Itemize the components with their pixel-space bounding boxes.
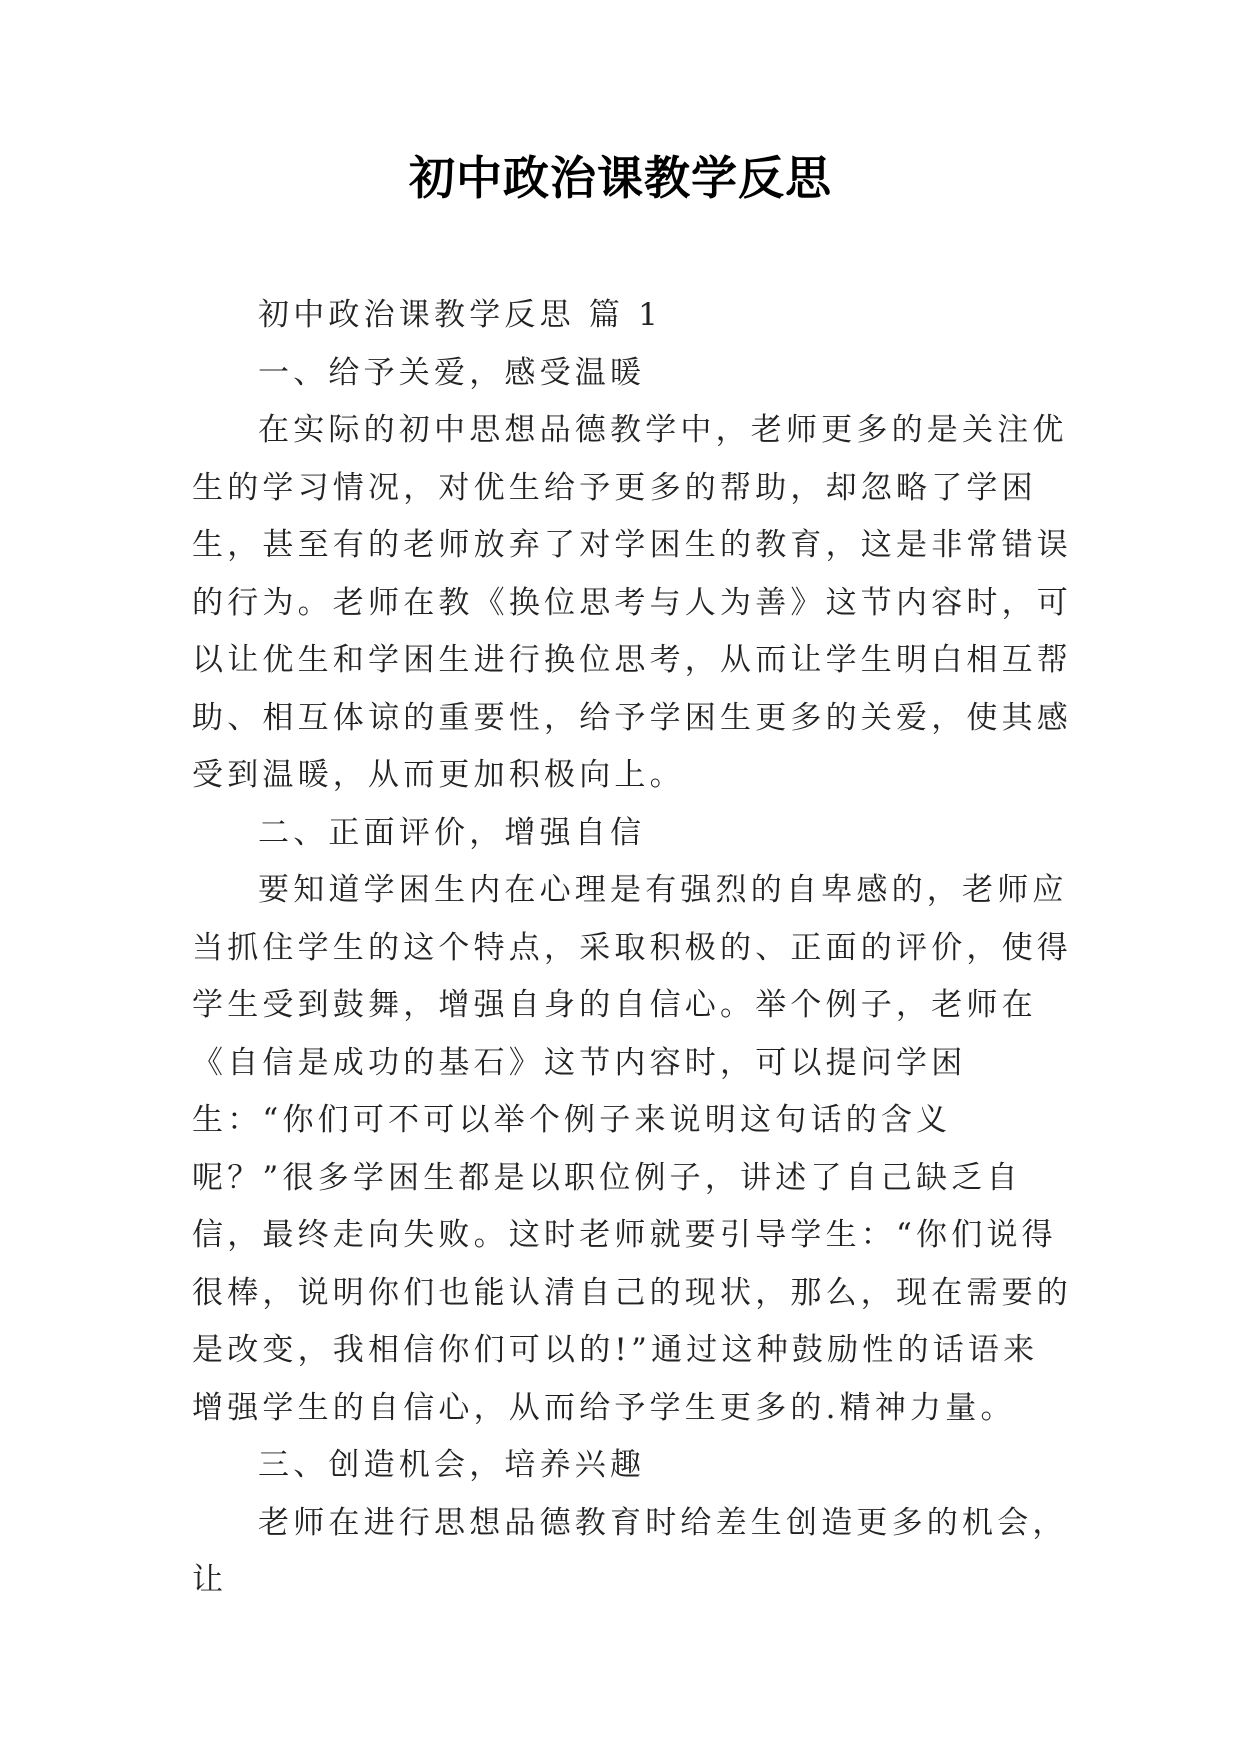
subheading-2: 二、正面评价，增强自信 (258, 814, 646, 851)
section-heading: 初中政治课教学反思 篇 1 (258, 297, 663, 333)
paragraph-1: 在实际的初中思想品德教学中，老师更多的是关注优生的学习情况，对优生给予更多的帮助，却忽略了学困生，甚至有的老师放弃了对学困生的教育，这是非常错误的行为。老师在教《换位思考与人为善》这节内容时，可以让优生和学困生进行换位思考，从而让学生明白相互帮助、相互体谅的重要性，给予学困生更多的关爱，使其感受到温暖，从而更加积极向上。 (192, 412, 1072, 793)
paragraph-2: 要知道学困生内在心理是有强烈的自卑感的，老师应当抓住学生的这个特点，采取积极的、正面的评价，使得学生受到鼓舞，增强自身的自信心。举个例子，老师在《自信是成功的基石》这节内容时，可以提问学困生：“你们可不可以举个例子来说明这句话的含义呢？”很多学困生都是以职位例子，讲述了自己缺乏自信，最终走向失败。这时老师就要引导学生：“你们说得很棒，说明你们也能认清自己的现状，那么，现在需要的是改变，我相信你们可以的!”通过这种鼓励性的话语来增强学生的自信心，从而给予学生更多的.精神力量。 (192, 872, 1072, 1426)
paragraph-3: 老师在进行思想品德教育时给差生创造更多的机会，让 (192, 1504, 1068, 1598)
subheading-1: 一、给予关爱，感受温暖 (258, 354, 646, 391)
document-body (192, 287, 1072, 1610)
document-title: 初中政治课教学反思 (409, 151, 832, 205)
subheading-3: 三、创造机会，培养兴趣 (258, 1447, 646, 1483)
